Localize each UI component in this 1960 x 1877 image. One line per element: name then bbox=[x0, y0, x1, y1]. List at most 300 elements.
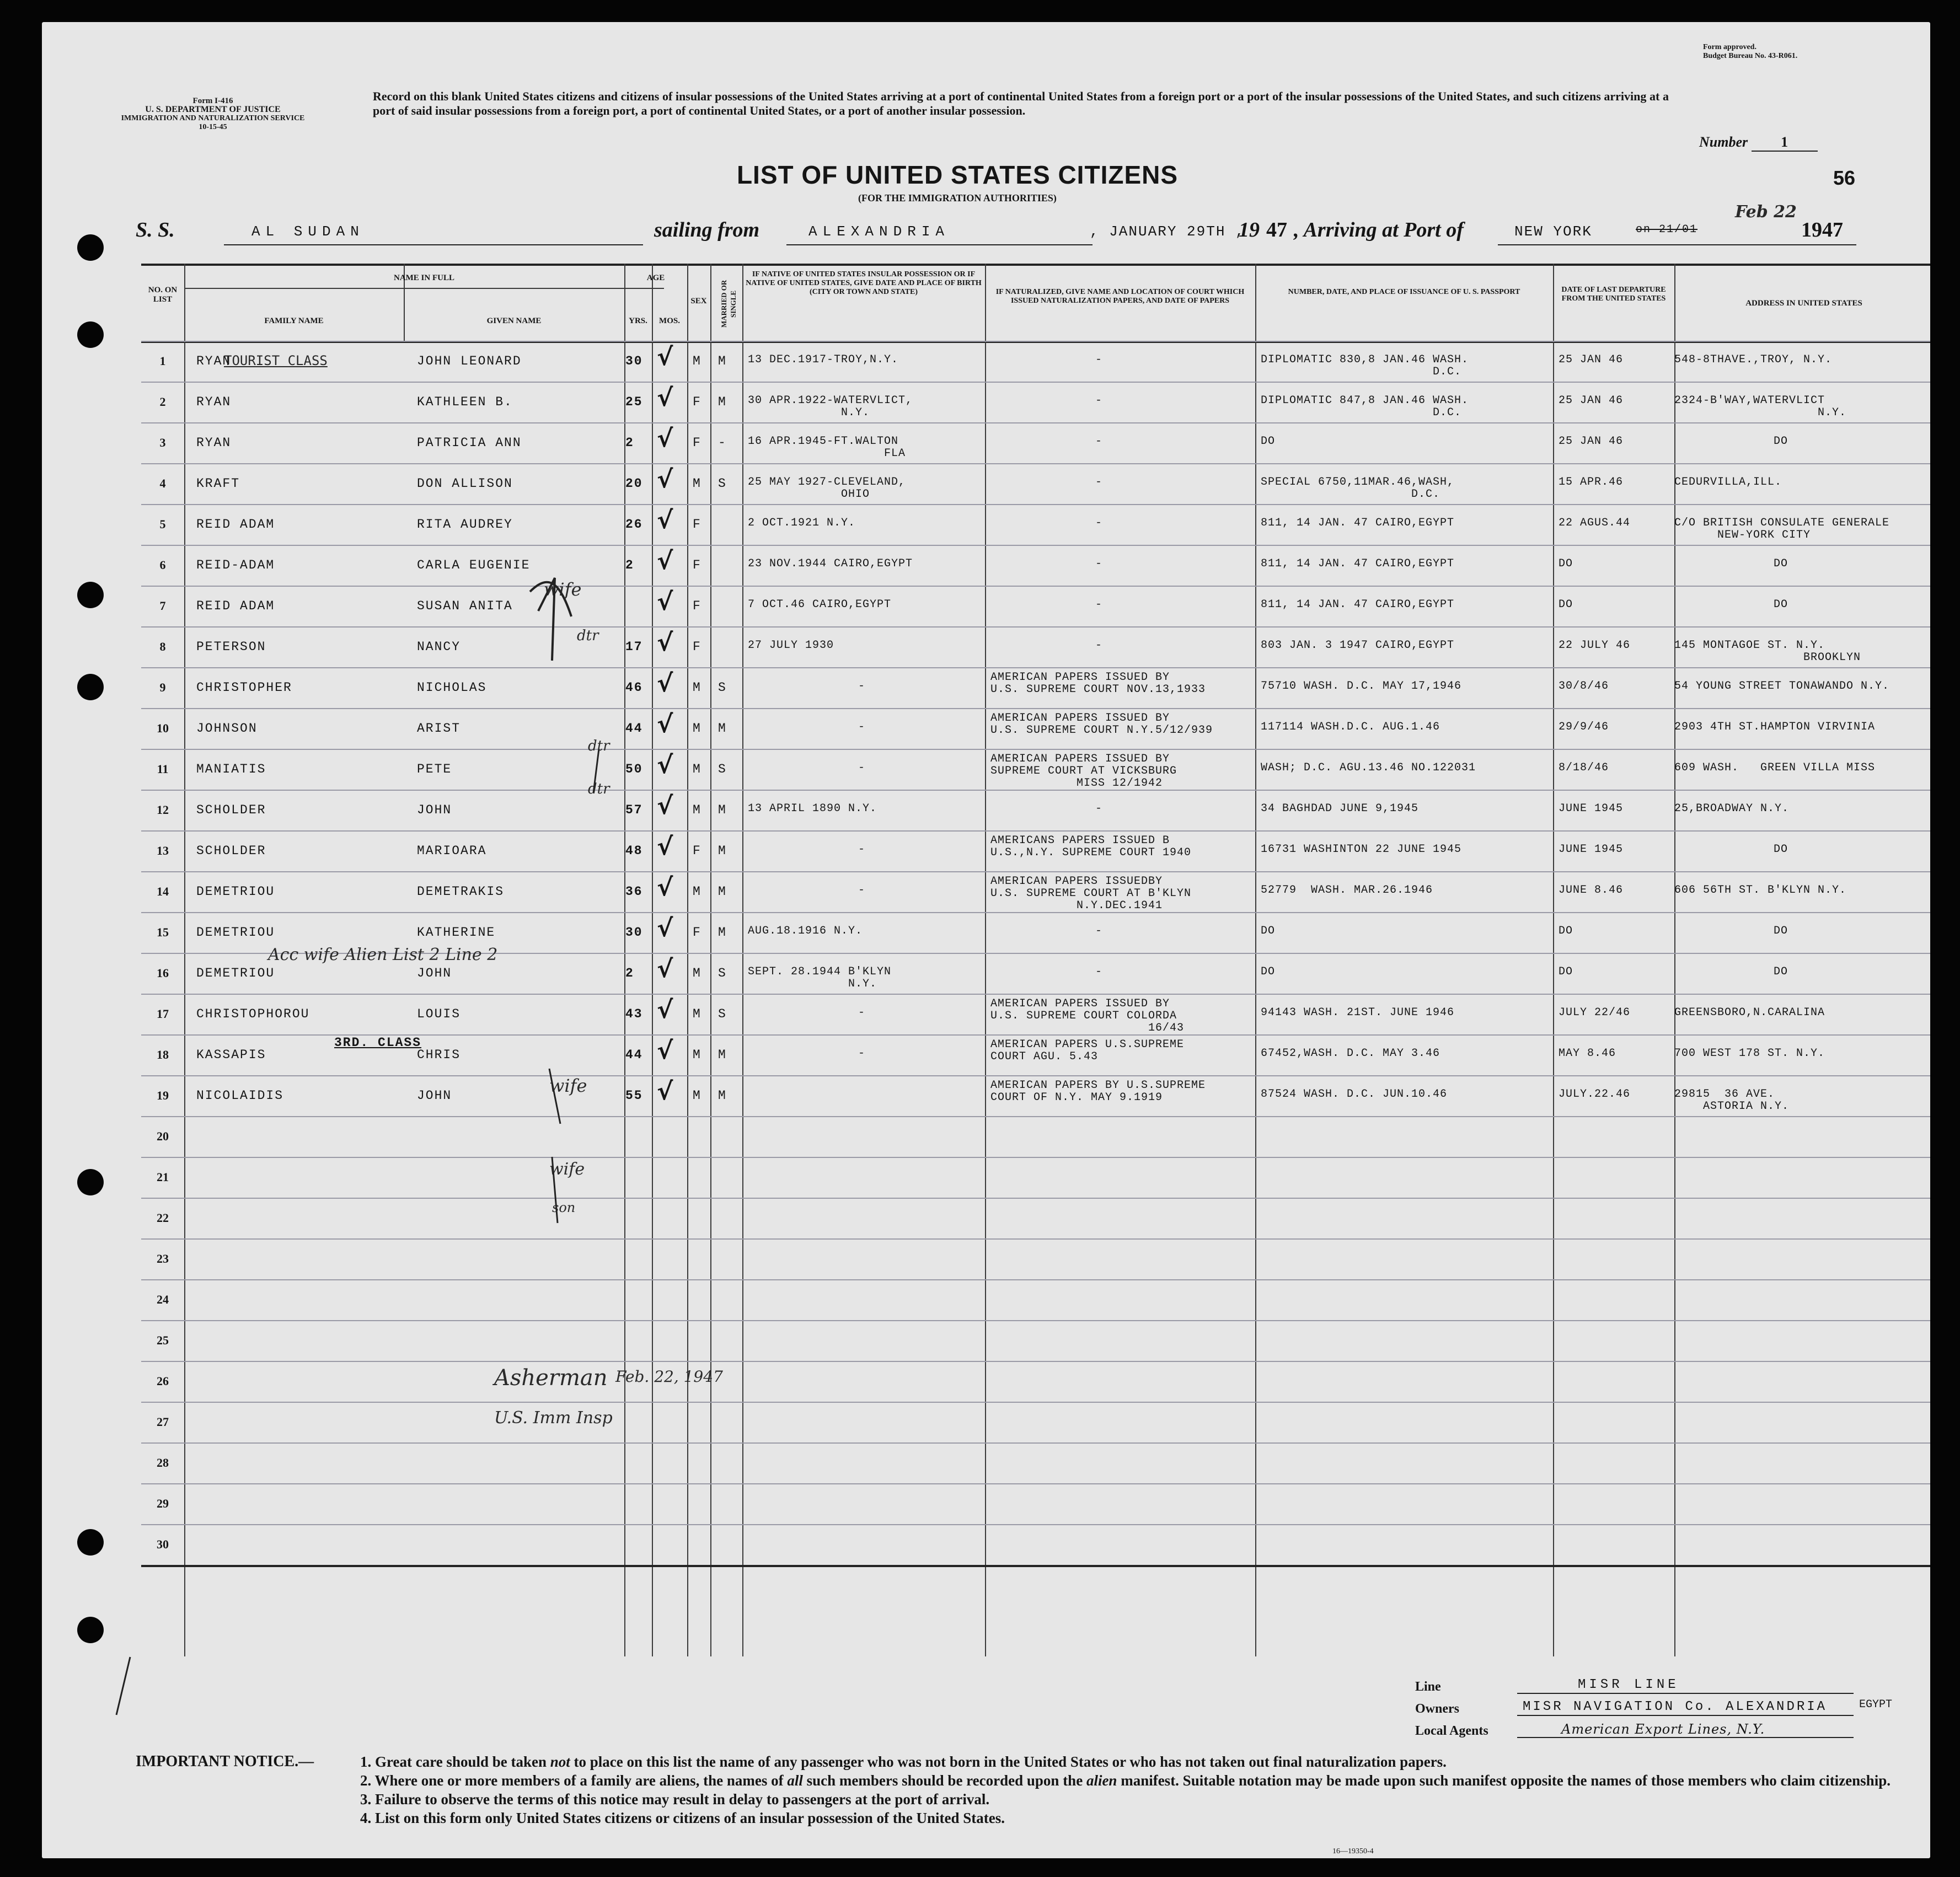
marital-status: S bbox=[718, 1007, 727, 1021]
row-number: 7 bbox=[159, 599, 166, 613]
row-rule bbox=[141, 1198, 1930, 1199]
wife-annotation: wife bbox=[544, 579, 582, 600]
age-years: 57 bbox=[625, 803, 643, 817]
check-mark-icon: √ bbox=[657, 996, 673, 1024]
us-address: 145 MONTAGOE ST. N.Y. BROOKLYN bbox=[1674, 639, 1861, 664]
passport-info: WASH; D.C. AGU.13.46 NO.122031 bbox=[1261, 761, 1476, 774]
last-departure: 25 JAN 46 bbox=[1559, 435, 1624, 448]
us-address: DO bbox=[1774, 435, 1788, 448]
number-label: Number bbox=[1699, 134, 1748, 150]
approval-text: Form approved. bbox=[1703, 43, 1756, 51]
marital-status: M bbox=[718, 354, 727, 368]
row-number: 4 bbox=[159, 476, 166, 490]
passport-info: DO bbox=[1261, 966, 1276, 978]
us-address: GREENSBORO,N.CARALINA bbox=[1674, 1006, 1825, 1019]
row-number: 22 bbox=[157, 1211, 169, 1225]
header-no-on-list: NO. ON LIST bbox=[148, 286, 178, 304]
row-number: 9 bbox=[159, 680, 166, 694]
sex: F bbox=[693, 517, 701, 532]
notice-text: to place on this list the name of any passenger who was not born in the United States or who has not taken out final naturalization papers. bbox=[570, 1753, 1447, 1770]
last-departure: JUNE 1945 bbox=[1559, 802, 1624, 815]
row-number: 20 bbox=[157, 1129, 169, 1143]
sex: M bbox=[693, 680, 701, 695]
agents-label: Local Agents bbox=[1415, 1724, 1488, 1738]
family-name: SCHOLDER bbox=[196, 844, 266, 858]
naturalization-info: - bbox=[1095, 802, 1103, 815]
naturalization-info: - bbox=[1095, 598, 1103, 611]
arrival-note: on 21/01 bbox=[1636, 223, 1698, 236]
age-years: 30 bbox=[625, 354, 643, 368]
row-rule bbox=[141, 1361, 1930, 1362]
family-name: NICOLAIDIS bbox=[196, 1088, 284, 1103]
row-number: 2 bbox=[159, 395, 166, 409]
row-number: 3 bbox=[159, 436, 166, 449]
row-rule bbox=[141, 463, 1930, 464]
row-number: 23 bbox=[157, 1252, 169, 1265]
header-married-single: MARRIED OR SINGLE bbox=[720, 280, 737, 328]
sex: F bbox=[693, 395, 701, 409]
marital-status: M bbox=[718, 1088, 727, 1103]
budget-number: Budget Bureau No. 43-R061. bbox=[1703, 52, 1798, 60]
check-mark-icon: √ bbox=[657, 710, 673, 738]
check-mark-icon: √ bbox=[657, 588, 673, 616]
notice-text: 1. Great care should be taken bbox=[360, 1753, 550, 1770]
sex: M bbox=[693, 884, 701, 899]
row-number: 26 bbox=[157, 1374, 169, 1388]
marital-status: M bbox=[718, 884, 727, 899]
passport-info: 811, 14 JAN. 47 CAIRO,EGYPT bbox=[1261, 557, 1455, 570]
family-name: DEMETRIOU bbox=[196, 966, 275, 980]
passport-info: 803 JAN. 3 1947 CAIRO,EGYPT bbox=[1261, 639, 1455, 652]
form-identifier bbox=[94, 96, 331, 132]
birth-info: 30 APR.1922-WATERVLICT, N.Y. bbox=[748, 394, 913, 419]
us-address: 548-8THAVE.,TROY, N.Y. bbox=[1674, 353, 1833, 366]
us-address: 606 56TH ST. B'KLYN N.Y. bbox=[1674, 884, 1847, 897]
row-number: 21 bbox=[157, 1170, 169, 1184]
sex: M bbox=[693, 354, 701, 368]
birth-info: - bbox=[858, 1006, 866, 1019]
port-from: ALEXANDRIA bbox=[808, 223, 950, 240]
row-rule bbox=[141, 790, 1930, 791]
punch-hole bbox=[77, 674, 104, 700]
arriving-label: , Arriving at Port of bbox=[1294, 218, 1464, 242]
passport-info: 52779 WASH. MAR.26.1946 bbox=[1261, 884, 1433, 897]
third-class-label: 3RD. CLASS bbox=[334, 1036, 422, 1050]
last-departure: JULY 22/46 bbox=[1559, 1006, 1631, 1019]
row-rule bbox=[141, 1320, 1930, 1321]
row-rule bbox=[141, 830, 1930, 832]
passport-info: 87524 WASH. D.C. JUN.10.46 bbox=[1261, 1088, 1448, 1101]
daughter-annotation: dtr bbox=[577, 628, 599, 644]
wife-annotation: wife bbox=[549, 1160, 585, 1179]
marital-status: S bbox=[718, 476, 727, 491]
age-years: 44 bbox=[625, 721, 643, 736]
header-last-departure: DATE OF LAST DEPARTURE FROM THE UNITED STATES bbox=[1561, 286, 1666, 303]
marital-status: M bbox=[718, 803, 727, 817]
naturalization-info: AMERICAN PAPERS ISSUEDBY U.S. SUPREME COURT AT B'KLYN N.Y.DEC.1941 bbox=[990, 875, 1192, 912]
birth-info: SEPT. 28.1944 B'KLYN N.Y. bbox=[748, 966, 892, 990]
row-number: 1 bbox=[159, 354, 166, 368]
given-name: JOHN LEONARD bbox=[417, 354, 522, 368]
age-years: 44 bbox=[625, 1048, 643, 1062]
punch-hole bbox=[77, 234, 104, 261]
port-to: NEW YORK bbox=[1514, 223, 1592, 240]
check-mark-icon: √ bbox=[657, 873, 673, 902]
last-departure: JULY.22.46 bbox=[1559, 1088, 1631, 1101]
record-instructions: Record on this blank United States citizens and citizens of insular possessions of the United States arriving at a port of continental United States from a foreign port or a port of the insular possessions of the United States, and such citizens arriving at a port of said insular possessions from a foreign port, a port of continental United States, or a port of another insular possession. bbox=[373, 89, 1669, 117]
check-mark-icon: √ bbox=[657, 833, 673, 861]
marital-status: M bbox=[718, 925, 727, 940]
last-departure: DO bbox=[1559, 557, 1573, 570]
row-number: 10 bbox=[157, 721, 169, 735]
row-rule bbox=[141, 1116, 1930, 1117]
birth-info: 16 APR.1945-FT.WALTON FLA bbox=[748, 435, 906, 460]
given-name: DON ALLISON bbox=[417, 476, 513, 491]
notice-emphasis: not bbox=[550, 1753, 570, 1770]
row-rule bbox=[141, 871, 1930, 872]
naturalization-info: AMERICAN PAPERS ISSUED BY SUPREME COURT AT VICKSBURG MISS 12/1942 bbox=[990, 753, 1177, 790]
row-number: 30 bbox=[157, 1537, 169, 1551]
naturalization-info: - bbox=[1095, 435, 1103, 448]
form-approval bbox=[1703, 43, 1902, 61]
sex: M bbox=[693, 762, 701, 776]
sex: F bbox=[693, 640, 701, 654]
age-years: 20 bbox=[625, 476, 643, 491]
birth-info: - bbox=[858, 721, 866, 733]
row-rule bbox=[141, 422, 1930, 423]
naturalization-info: - bbox=[1095, 557, 1103, 570]
passport-info: DIPLOMATIC 830,8 JAN.46 WASH. D.C. bbox=[1261, 353, 1469, 378]
row-rule bbox=[141, 749, 1930, 750]
birth-info: 2 OCT.1921 N.Y. bbox=[748, 517, 856, 529]
notice-items bbox=[360, 1752, 1926, 1827]
line-row bbox=[1415, 1676, 1900, 1698]
family-name: CHRISTOPHOROU bbox=[196, 1007, 310, 1021]
given-name: JOHN bbox=[417, 803, 452, 817]
form-number: Form I-416 bbox=[192, 96, 233, 105]
last-departure: 8/18/46 bbox=[1559, 761, 1609, 774]
page-subtitle: (FOR THE IMMIGRATION AUTHORITIES) bbox=[858, 192, 1057, 203]
voyage-line bbox=[136, 202, 1889, 251]
owners-label: Owners bbox=[1415, 1702, 1459, 1716]
us-address: DO bbox=[1774, 966, 1788, 978]
us-address: CEDURVILLA,ILL. bbox=[1674, 476, 1782, 489]
naturalization-info: - bbox=[1095, 394, 1103, 407]
notice-item bbox=[360, 1771, 1926, 1790]
owners-row bbox=[1415, 1698, 1900, 1720]
passport-info: 67452,WASH. D.C. MAY 3.46 bbox=[1261, 1047, 1440, 1060]
row9-handwritten-note: Acc wife Alien List 2 Line 2 bbox=[268, 945, 498, 964]
given-name: LOUIS bbox=[417, 1007, 461, 1021]
check-mark-icon: √ bbox=[657, 547, 673, 575]
given-name: CHRIS bbox=[417, 1048, 461, 1062]
header-sex: SEX bbox=[690, 297, 707, 305]
age-years: 2 bbox=[625, 558, 634, 572]
last-departure: 25 JAN 46 bbox=[1559, 394, 1624, 407]
last-departure: JUNE 8.46 bbox=[1559, 884, 1624, 897]
check-mark-icon: √ bbox=[657, 465, 673, 494]
notice-item: 4. List on this form only United States citizens or citizens of an insular possession of the United States. bbox=[360, 1810, 1005, 1826]
birth-info: - bbox=[858, 843, 866, 856]
given-name: NANCY bbox=[417, 640, 461, 654]
family-name: KRAFT bbox=[196, 476, 240, 491]
row-rule bbox=[141, 1565, 1930, 1567]
line-info bbox=[1415, 1676, 1900, 1742]
row-number: 5 bbox=[159, 517, 166, 531]
family-name: KASSAPIS bbox=[196, 1048, 266, 1062]
sex: M bbox=[693, 803, 701, 817]
owners-extra: EGYPT bbox=[1859, 1698, 1893, 1711]
header-name-in-full: NAME IN FULL bbox=[393, 273, 454, 282]
print-code: 16—19350-4 bbox=[1332, 1847, 1374, 1855]
last-departure: DO bbox=[1559, 925, 1573, 937]
naturalization-info: - bbox=[1095, 639, 1103, 652]
marital-status: - bbox=[718, 436, 727, 450]
sex: F bbox=[693, 558, 701, 572]
row-rule bbox=[141, 1402, 1930, 1403]
row-number: 28 bbox=[157, 1456, 169, 1470]
passport-info: 94143 WASH. 21ST. JUNE 1946 bbox=[1261, 1006, 1455, 1019]
birth-info: - bbox=[858, 680, 866, 693]
line-value: MISR LINE bbox=[1517, 1677, 1854, 1694]
check-mark-icon: √ bbox=[657, 343, 673, 371]
given-name: JOHN bbox=[417, 966, 452, 980]
year-prefix: 19 bbox=[1239, 218, 1260, 242]
check-mark-icon: √ bbox=[657, 425, 673, 453]
notice-text: manifest. Suitable notation may be made upon such manifest opposite the names of those members who claim citizenship. bbox=[1117, 1772, 1891, 1789]
arrival-date-handwritten: Feb 22 bbox=[1735, 202, 1797, 222]
header-family-name: FAMILY NAME bbox=[264, 317, 324, 325]
page-number: 56 bbox=[1833, 167, 1856, 189]
last-departure: 25 JAN 46 bbox=[1559, 353, 1624, 366]
sex: F bbox=[693, 599, 701, 613]
inspection-date: Feb. 22, 1947 bbox=[615, 1367, 723, 1386]
naturalization-info: AMERICAN PAPERS ISSUED BY U.S. SUPREME COURT N.Y.5/12/939 bbox=[990, 712, 1213, 737]
bracket-marks bbox=[527, 1058, 593, 1234]
age-years: 36 bbox=[625, 884, 643, 899]
inspector-title: U.S. Imm Insp bbox=[494, 1408, 613, 1428]
passport-info: DO bbox=[1261, 435, 1276, 448]
punch-hole bbox=[77, 1617, 104, 1643]
row-rule bbox=[141, 1483, 1930, 1484]
naturalization-info: AMERICANS PAPERS ISSUED B U.S.,N.Y. SUPREME COURT 1940 bbox=[990, 834, 1192, 859]
birth-info: 27 JULY 1930 bbox=[748, 639, 834, 652]
birth-info: 25 MAY 1927-CLEVELAND, OHIO bbox=[748, 476, 906, 501]
check-mark-icon: √ bbox=[657, 751, 673, 779]
given-name: ARIST bbox=[417, 721, 461, 736]
row-rule bbox=[141, 1157, 1930, 1158]
given-name: NICHOLAS bbox=[417, 680, 487, 695]
marital-status: M bbox=[718, 844, 727, 858]
punch-hole bbox=[77, 321, 104, 348]
family-name: MANIATIS bbox=[196, 762, 266, 776]
given-name: MARIOARA bbox=[417, 844, 487, 858]
row-rule bbox=[141, 994, 1930, 995]
family-name: SCHOLDER bbox=[196, 803, 266, 817]
age-years: 50 bbox=[625, 762, 643, 776]
age-years: 26 bbox=[625, 517, 643, 532]
row-number: 27 bbox=[157, 1415, 169, 1429]
family-name: DEMETRIOU bbox=[196, 884, 275, 899]
notice-heading: IMPORTANT NOTICE.— bbox=[136, 1753, 314, 1770]
age-years: 43 bbox=[625, 1007, 643, 1021]
row-rule bbox=[141, 382, 1930, 383]
age-years: 25 bbox=[625, 395, 643, 409]
sex: M bbox=[693, 721, 701, 736]
marital-status: S bbox=[718, 762, 727, 776]
header-age: AGE bbox=[646, 273, 665, 282]
last-departure: DO bbox=[1559, 966, 1573, 978]
naturalization-info: AMERICAN PAPERS BY U.S.SUPREME COURT OF N.Y. MAY 9.1919 bbox=[990, 1079, 1206, 1104]
naturalization-info: AMERICAN PAPERS ISSUED BY U.S. SUPREME COURT COLORDA 16/43 bbox=[990, 998, 1185, 1034]
manifest-sheet bbox=[42, 22, 1930, 1858]
age-years: 2 bbox=[625, 966, 634, 980]
age-years: 48 bbox=[625, 844, 643, 858]
passenger-table bbox=[141, 264, 1930, 1656]
naturalization-info: - bbox=[1095, 925, 1103, 937]
daughter-annotation: dtr bbox=[588, 781, 610, 797]
row-rule bbox=[141, 1442, 1930, 1444]
birth-info: - bbox=[858, 884, 866, 897]
department-name: U. S. DEPARTMENT OF JUSTICE bbox=[145, 105, 281, 114]
naturalization-info: AMERICAN PAPERS ISSUED BY U.S. SUPREME COURT NOV.13,1933 bbox=[990, 671, 1206, 696]
family-name: RYAN bbox=[196, 354, 232, 368]
last-departure: 15 APR.46 bbox=[1559, 476, 1624, 489]
last-departure: DO bbox=[1559, 598, 1573, 611]
row-rule bbox=[141, 341, 1930, 342]
family-name: REID-ADAM bbox=[196, 558, 275, 572]
sex: M bbox=[693, 1048, 701, 1062]
birth-info: 13 DEC.1917-TROY,N.Y. bbox=[748, 353, 899, 366]
given-name: PETE bbox=[417, 762, 452, 776]
marital-status: S bbox=[718, 680, 727, 695]
service-name: IMMIGRATION AND NATURALIZATION SERVICE bbox=[121, 114, 305, 122]
row-number: 17 bbox=[157, 1007, 169, 1021]
check-mark-icon: √ bbox=[657, 955, 673, 983]
check-mark-icon: √ bbox=[657, 792, 673, 820]
given-name: SUSAN ANITA bbox=[417, 599, 513, 613]
daughter-annotation: dtr bbox=[588, 738, 610, 754]
line-label: Line bbox=[1415, 1680, 1441, 1694]
notice-item: 3. Failure to observe the terms of this notice may result in delay to passengers at the port of arrival. bbox=[360, 1791, 990, 1808]
us-address: 54 YOUNG STREET TONAWANDO N.Y. bbox=[1674, 680, 1890, 693]
passport-info: 34 BAGHDAD JUNE 9,1945 bbox=[1261, 802, 1419, 815]
passport-info: 16731 WASHINTON 22 JUNE 1945 bbox=[1261, 843, 1462, 856]
row-rule bbox=[141, 626, 1930, 628]
row-rule bbox=[141, 586, 1930, 587]
check-mark-icon: √ bbox=[657, 384, 673, 412]
passport-info: 75710 WASH. D.C. MAY 17,1946 bbox=[1261, 680, 1462, 693]
header-native-birth: IF NATIVE OF UNITED STATES INSULAR POSSESSION OR IF NATIVE OF UNITED STATES, GIVE DATE AND PLACE OF BIRTH (CITY OR TOWN AND STATE) bbox=[746, 270, 982, 296]
us-address: 2324-B'WAY,WATERVLICT N.Y. bbox=[1674, 394, 1847, 419]
last-departure: MAY 8.46 bbox=[1559, 1047, 1616, 1060]
given-name: DEMETRAKIS bbox=[417, 884, 505, 899]
sail-date: , JANUARY 29TH , bbox=[1090, 223, 1245, 240]
row-number: 16 bbox=[157, 966, 169, 980]
row-rule bbox=[141, 667, 1930, 668]
ship-name: AL SUDAN bbox=[251, 223, 365, 240]
sex: M bbox=[693, 1088, 701, 1103]
row-number: 11 bbox=[157, 762, 169, 776]
row-rule bbox=[141, 1075, 1930, 1076]
check-mark-icon: √ bbox=[657, 914, 673, 942]
notice-item bbox=[360, 1752, 1926, 1771]
passport-info: DO bbox=[1261, 925, 1276, 937]
age-years: 30 bbox=[625, 925, 643, 940]
naturalization-info: - bbox=[1095, 353, 1103, 366]
passport-info: 811, 14 JAN. 47 CAIRO,EGYPT bbox=[1261, 517, 1455, 529]
given-name: KATHLEEN B. bbox=[417, 395, 513, 409]
owners-value: MISR NAVIGATION Co. ALEXANDRIA bbox=[1517, 1699, 1854, 1716]
marital-status: M bbox=[718, 721, 727, 736]
last-departure: 30/8/46 bbox=[1559, 680, 1609, 693]
punch-hole bbox=[77, 1169, 104, 1195]
check-mark-icon: √ bbox=[657, 669, 673, 698]
header-passport: NUMBER, DATE, AND PLACE OF ISSUANCE OF U. S. PASSPORT bbox=[1288, 288, 1520, 296]
last-departure: 29/9/46 bbox=[1559, 721, 1609, 733]
naturalization-info: AMERICAN PAPERS U.S.SUPREME COURT AGU. 5.43 bbox=[990, 1038, 1185, 1063]
row-number: 15 bbox=[157, 925, 169, 939]
given-name: RITA AUDREY bbox=[417, 517, 513, 532]
family-name: RYAN bbox=[196, 436, 232, 450]
tourist-class-label: TOURIST CLASS bbox=[224, 353, 328, 368]
row-rule bbox=[141, 1279, 1930, 1280]
row-rule bbox=[141, 1524, 1930, 1525]
age-years: 17 bbox=[625, 640, 643, 654]
marital-status: M bbox=[718, 395, 727, 409]
naturalization-info: - bbox=[1095, 966, 1103, 978]
family-name: DEMETRIOU bbox=[196, 925, 275, 940]
row-number: 29 bbox=[157, 1497, 169, 1510]
row-number: 14 bbox=[157, 884, 169, 898]
ss-label: S. S. bbox=[136, 218, 175, 242]
year-suffix: 47 bbox=[1266, 218, 1287, 242]
row-rule bbox=[141, 1034, 1930, 1036]
birth-info: 13 APRIL 1890 N.Y. bbox=[748, 802, 877, 815]
sex: M bbox=[693, 966, 701, 980]
punch-hole bbox=[77, 582, 104, 608]
family-name: PETERSON bbox=[196, 640, 266, 654]
page-title: LIST OF UNITED STATES CITIZENS bbox=[736, 160, 1179, 189]
row-rule bbox=[141, 545, 1930, 546]
check-mark-icon: √ bbox=[657, 1037, 673, 1065]
bracket-marks bbox=[516, 539, 649, 804]
birth-info: 7 OCT.46 CAIRO,EGYPT bbox=[748, 598, 892, 611]
birth-info: - bbox=[858, 761, 866, 774]
passport-info: 117114 WASH.D.C. AUG.1.46 bbox=[1261, 721, 1440, 733]
row-rule bbox=[141, 912, 1930, 913]
us-address: 25,BROADWAY N.Y. bbox=[1674, 802, 1790, 815]
sex: F bbox=[693, 844, 701, 858]
punch-hole bbox=[77, 1529, 104, 1556]
sex: M bbox=[693, 1007, 701, 1021]
sex: M bbox=[693, 476, 701, 491]
age-years: 2 bbox=[625, 436, 634, 450]
given-name: JOHN bbox=[417, 1088, 452, 1103]
agents-value: American Export Lines, N.Y. bbox=[1517, 1722, 1854, 1738]
last-departure: JUNE 1945 bbox=[1559, 843, 1624, 856]
check-mark-icon: √ bbox=[657, 629, 673, 657]
us-address: DO bbox=[1774, 925, 1788, 937]
row-number: 6 bbox=[159, 558, 166, 572]
check-mark-icon: √ bbox=[657, 1077, 673, 1106]
passport-info: 811, 14 JAN. 47 CAIRO,EGYPT bbox=[1261, 598, 1455, 611]
pencil-mark bbox=[108, 1654, 141, 1720]
number-value: 1 bbox=[1752, 134, 1818, 152]
notice-text: such members should be recorded upon the bbox=[802, 1772, 1086, 1789]
row-number: 19 bbox=[157, 1088, 169, 1102]
row-number: 8 bbox=[159, 640, 166, 653]
